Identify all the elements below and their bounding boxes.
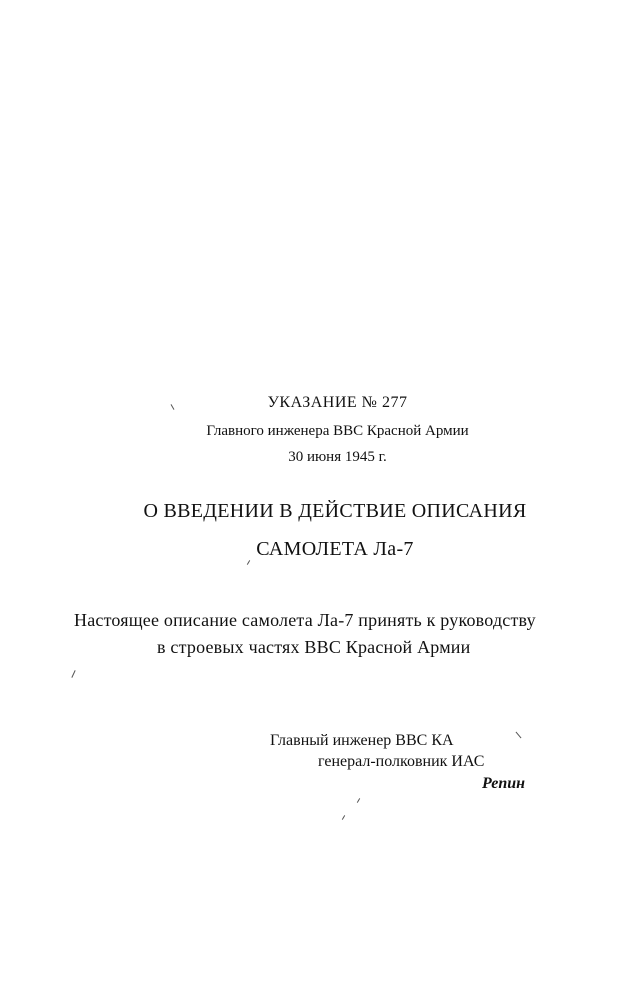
scan-speck xyxy=(71,670,75,678)
signature-rank: генерал-полковник ИАС xyxy=(318,753,485,770)
scan-speck xyxy=(357,798,360,803)
order-date: 30 июня 1945 г. xyxy=(288,449,387,465)
scan-speck xyxy=(516,732,522,739)
order-issuer: Главного инженера ВВС Красной Армии xyxy=(206,423,469,439)
body-line-2: в строевых частях ВВС Красной Армии xyxy=(157,637,471,657)
body-line-1: Настоящее описание самолета Ла-7 принять к руководству xyxy=(74,610,536,630)
heading-line-1: О ВВЕДЕНИИ В ДЕЙСТВИЕ ОПИСАНИЯ xyxy=(143,500,527,522)
signature-name: Репин xyxy=(482,775,525,792)
heading-line-2: САМОЛЕТА Ла-7 xyxy=(256,538,414,560)
scan-speck xyxy=(342,815,345,820)
order-title: УКАЗАНИЕ № 277 xyxy=(267,394,408,411)
signature-position: Главный инженер ВВС КА xyxy=(270,732,454,749)
